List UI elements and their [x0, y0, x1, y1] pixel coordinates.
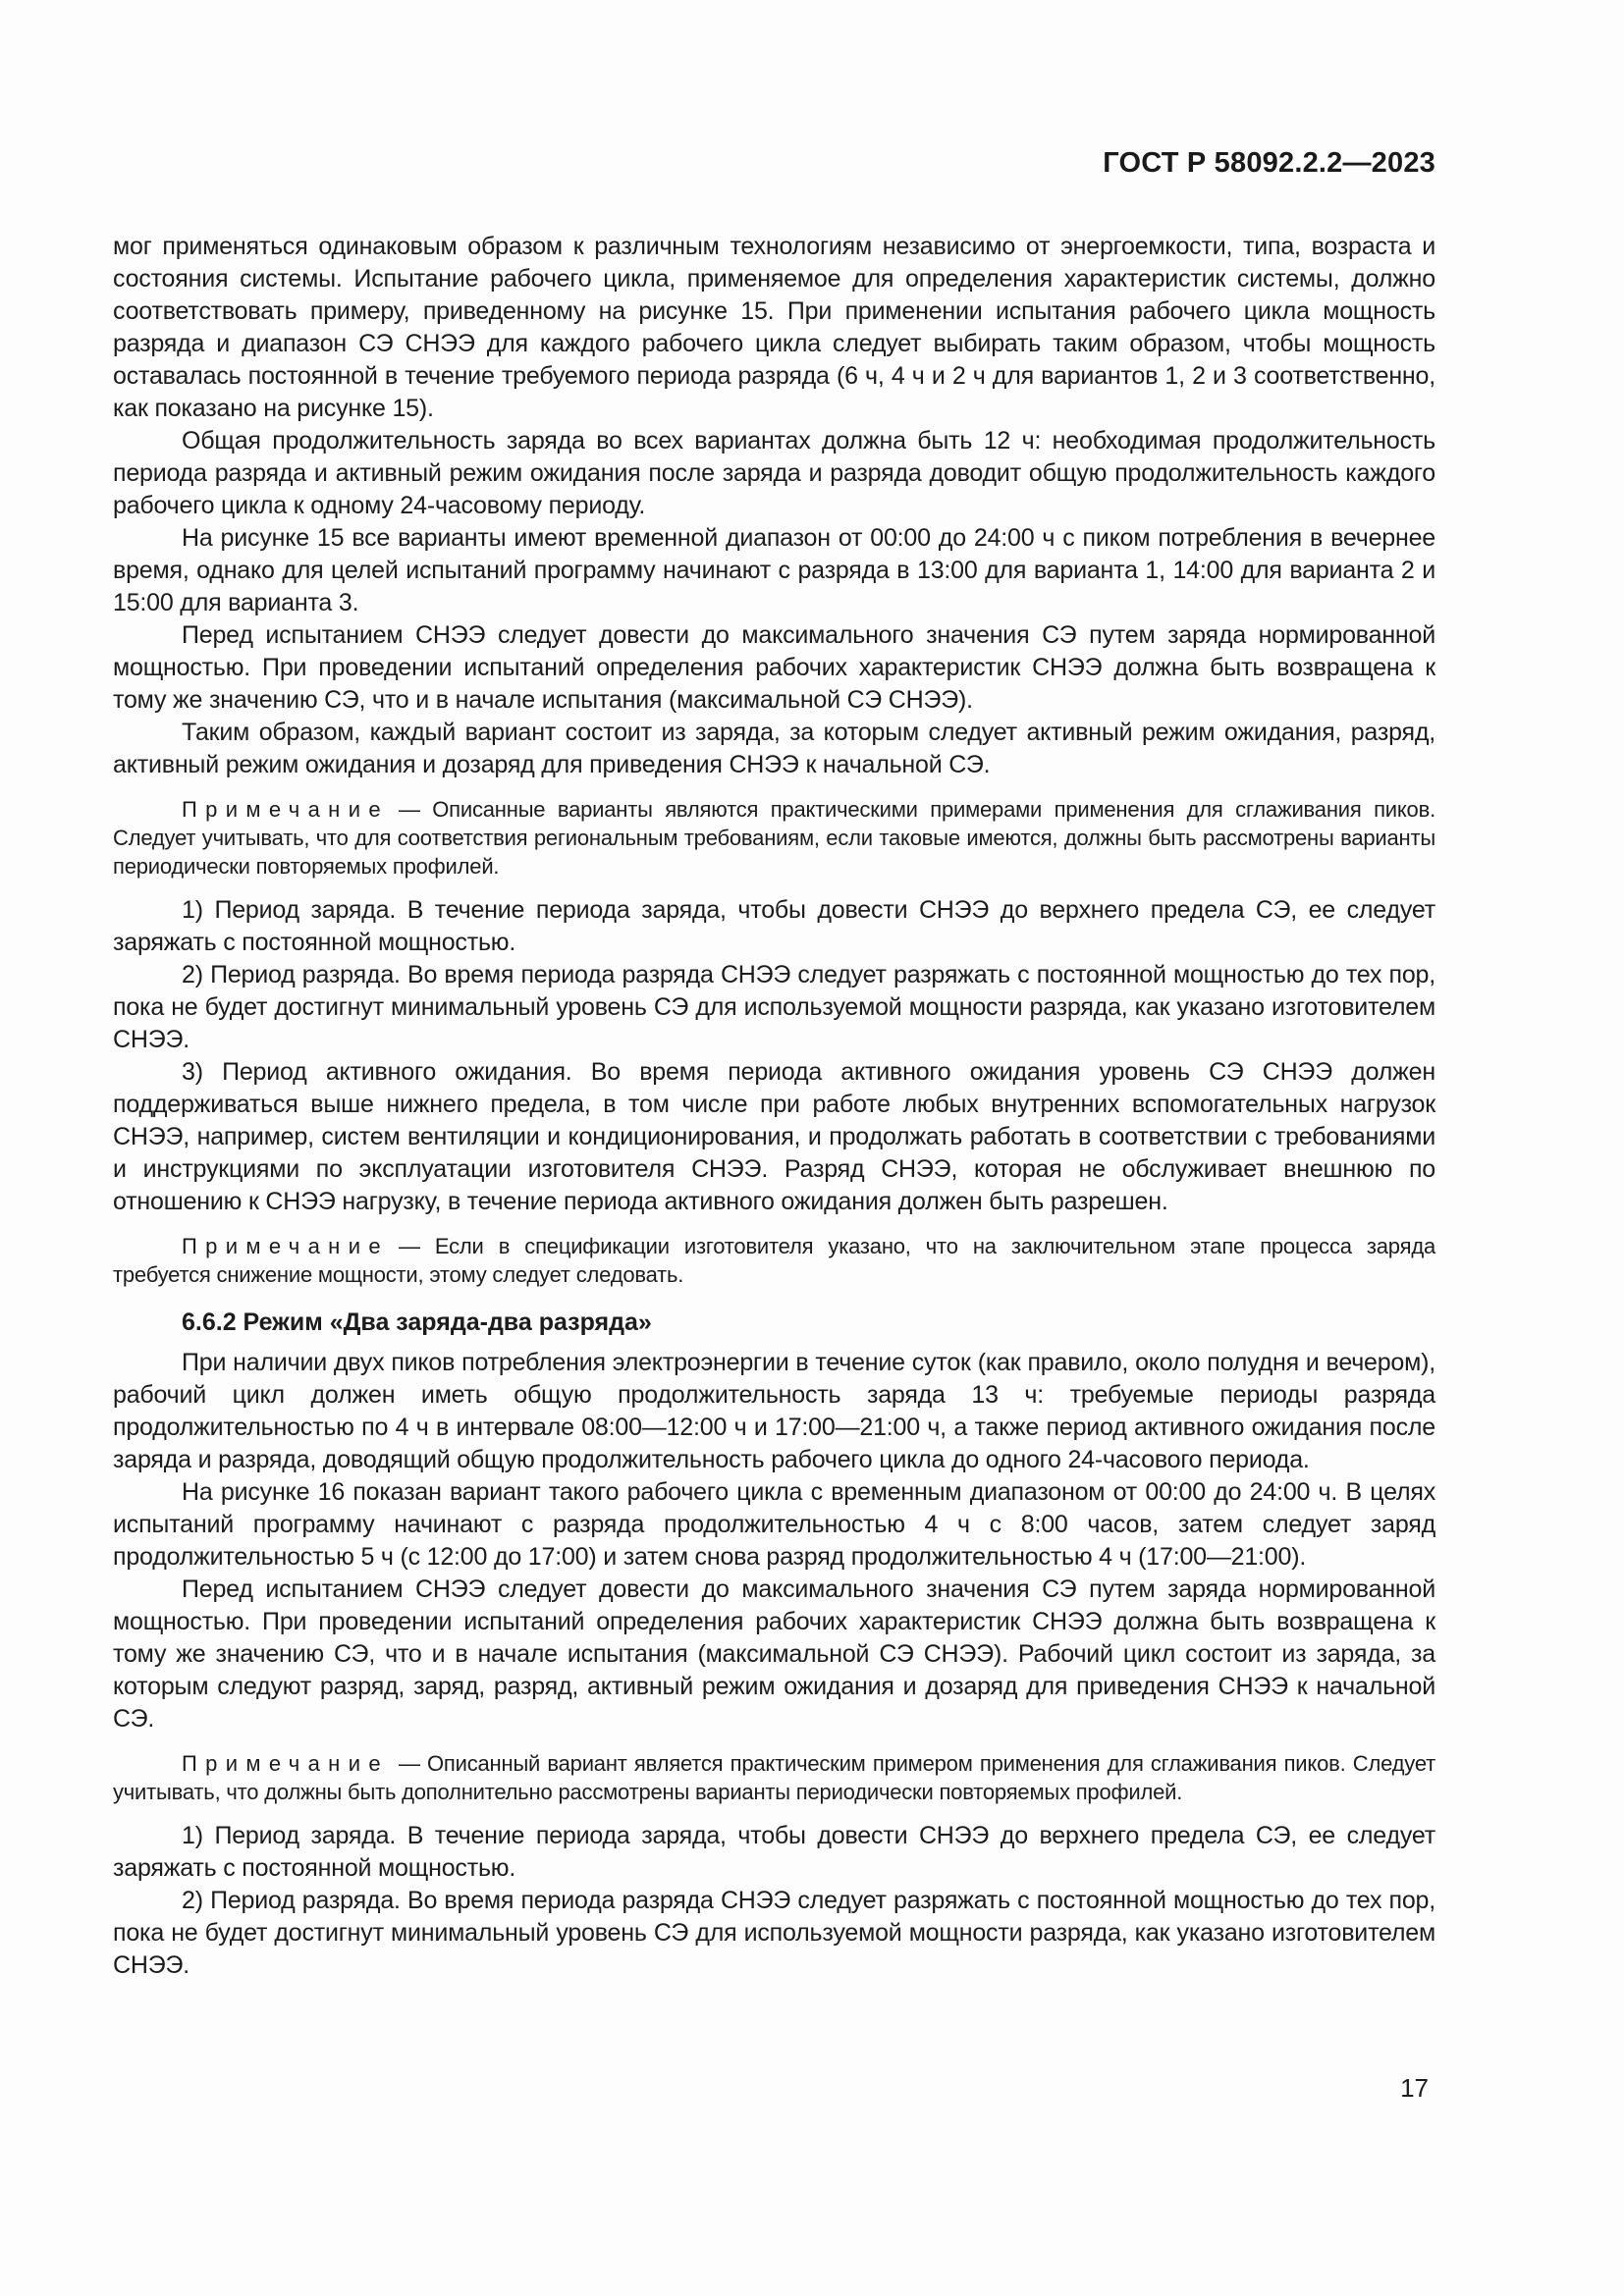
- note-label: Примечание: [182, 1751, 389, 1776]
- paragraph: Перед испытанием СНЭЭ следует довести до максимального значения СЭ путем заряда нормированной мощностью. При проведении испытаний определения рабочих характеристик СНЭЭ должна быть возвращена к тому же значению СЭ, что и в начале испытания (максимальной СЭ СНЭЭ). Рабочий цикл состоит из заряда, за которым следуют разряд, заряд, разряд, активный режим ожидания и дозаряд для приведения СНЭЭ к начальной СЭ.: [113, 1575, 1435, 1733]
- page-number: 17: [1400, 2073, 1429, 2103]
- list-item: 1) Период заряда. В течение периода заряда, чтобы довести СНЭЭ до верхнего предела СЭ, ее следует заряжать с постоянной мощностью.: [113, 896, 1435, 956]
- list-item: 2) Период разряда. Во время периода разряда СНЭЭ следует разряжать с постоянной мощностью до тех пор, пока не будет достигнут минимальный уровень СЭ для используемой мощности разряда, как указано изготовителем СНЭЭ.: [113, 1887, 1435, 1979]
- list-item: 2) Период разряда. Во время периода разряда СНЭЭ следует разряжать с постоянной мощностью до тех пор, пока не будет достигнут минимальный уровень СЭ для используемой мощности разряда, как указано изготовителем СНЭЭ.: [113, 961, 1435, 1053]
- list-item: 1) Период заряда. В течение периода заряда, чтобы довести СНЭЭ до верхнего предела СЭ, ее следует заряжать с постоянной мощностью.: [113, 1822, 1435, 1882]
- document-code: ГОСТ Р 58092.2.2—2023: [1103, 147, 1435, 179]
- paragraph: мог применяться одинаковым образом к различным технологиям независимо от энергоемкости, типа, возраста и состояния системы. Испытание рабочего цикла, применяемое для определения характеристик системы, должно соответствовать примеру, приведенному на рисунке 15. При применении испытания рабочего цикла мощность разряда и диапазон СЭ СНЭЭ для каждого рабочего цикла следует выбирать таким образом, чтобы мощность оставалась постоянной в течение требуемого периода разряда (6 ч, 4 ч и 2 ч для вариантов 1, 2 и 3 соответственно, как показано на рисунке 15).: [113, 233, 1435, 422]
- document-body: [113, 231, 1435, 1982]
- note-text: — Описанный вариант является практическим примером применения для сглаживания пиков. Следует учитывать, что должны быть дополнительно рассмотрены варианты периодически повторяемых профилей.: [113, 1751, 1435, 1804]
- paragraph: Перед испытанием СНЭЭ следует довести до максимального значения СЭ путем заряда нормированной мощностью. При проведении испытаний определения рабочих характеристик СНЭЭ должна быть возвращена к тому же значению СЭ, что и в начале испытания (максимальной СЭ СНЭЭ).: [113, 621, 1435, 714]
- section-heading: 6.6.2 Режим «Два заряда-два разряда»: [182, 1308, 652, 1336]
- note-text: — Описанные варианты являются практическими примерами применения для сглаживания пиков. Следует учитывать, что для соответствия региональным требованиям, если таковые имеются, должны быть рассмотрены варианты периодически повторяемых профилей.: [113, 797, 1435, 879]
- note-text: — Если в спецификации изготовителя указано, что на заключительном этапе процесса заряда требуется снижение мощности, этому следует следовать.: [113, 1234, 1435, 1287]
- note: [113, 1749, 1435, 1806]
- paragraph: Общая продолжительность заряда во всех вариантах должна быть 12 ч: необходимая продолжительность периода разряда и активный режим ожидания после заряда и разряда доводит общую продолжительность каждого рабочего цикла к одному 24-часовому периоду.: [113, 427, 1435, 519]
- paragraph: На рисунке 16 показан вариант такого рабочего цикла с временным диапазоном от 00:00 до 24:00 ч. В целях испытаний программу начинают с разряда продолжительностью 4 ч с 8:00 часов, затем следует заряд продолжительностью 5 ч (с 12:00 до 17:00) и затем снова разряд продолжительностью 4 ч (17:00—21:00).: [113, 1478, 1435, 1571]
- paragraph: Таким образом, каждый вариант состоит из заряда, за которым следует активный режим ожидания, разряд, активный режим ожидания и дозаряд для приведения СНЭЭ к начальной СЭ.: [113, 719, 1435, 778]
- note: [113, 795, 1435, 881]
- note-label: Примечание: [182, 797, 389, 822]
- note: [113, 1232, 1435, 1289]
- note-label: Примечание: [182, 1234, 389, 1258]
- paragraph: При наличии двух пиков потребления электроэнергии в течение суток (как правило, около полудня и вечером), рабочий цикл должен иметь общую продолжительность заряда 13 ч: требуемые периоды разряда продолжительностью по 4 ч в интервале 08:00—12:00 ч и 17:00—21:00 ч, а также период активного ожидания после заряда и разряда, доводящий общую продолжительность рабочего цикла до одного 24-часового периода.: [113, 1349, 1435, 1473]
- list-item: 3) Период активного ожидания. Во время периода активного ожидания уровень СЭ СНЭЭ должен поддерживаться выше нижнего предела, в том числе при работе любых внутренних вспомогательных нагрузок СНЭЭ, например, систем вентиляции и кондиционирования, и продолжать работать в соответствии с требованиями и инструкциями по эксплуатации изготовителя СНЭЭ. Разряд СНЭЭ, которая не обслуживает внешнюю по отношению к СНЭЭ нагрузку, в течение периода активного ожидания должен быть разрешен.: [113, 1058, 1435, 1215]
- paragraph: На рисунке 15 все варианты имеют временной диапазон от 00:00 до 24:00 ч с пиком потребления в вечернее время, однако для целей испытаний программу начинают с разряда в 13:00 для варианта 1, 14:00 для варианта 2 и 15:00 для варианта 3.: [113, 524, 1435, 616]
